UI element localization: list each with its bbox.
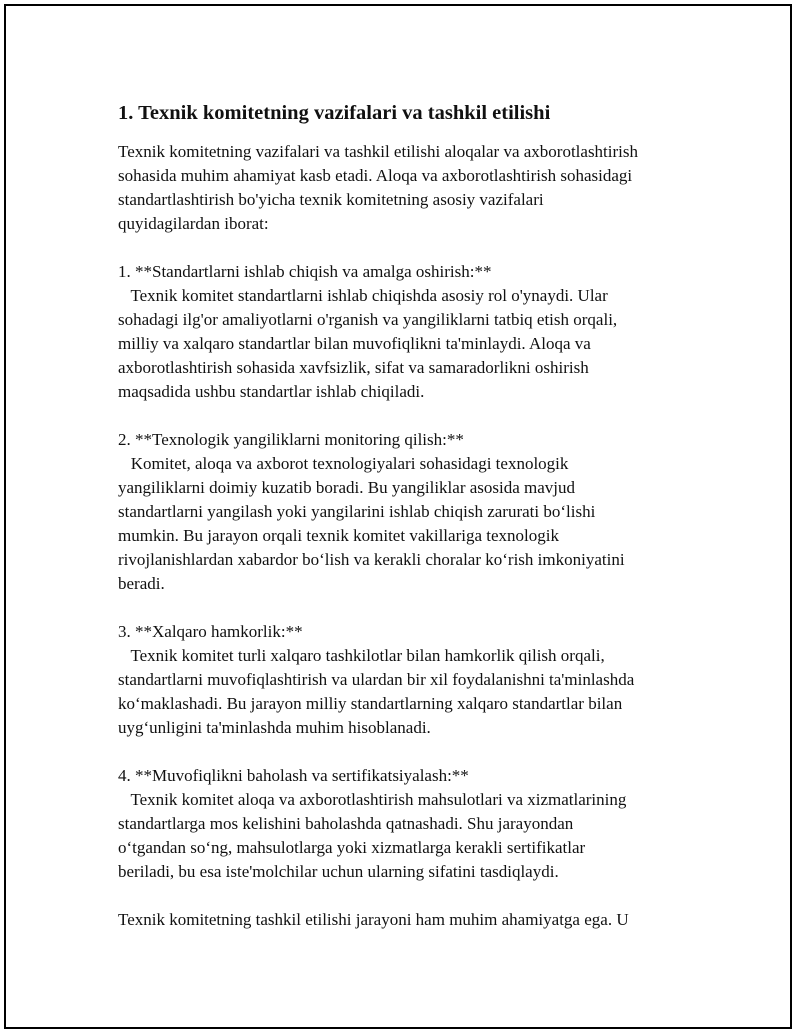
document-body [118,100,698,956]
list-item-title: 4. **Muvofiqlikni baholash va sertifikatsiyalash:** [118,766,469,785]
text-line: Komitet, aloqa va axborot texnologiyalari sohasidagi texnologik [118,454,569,473]
text-line: milliy va xalqaro standartlar bilan muvofiqlikni ta'minlaydi. Aloqa va [118,334,591,353]
list-item-monitoring [118,428,698,596]
list-item-standards [118,260,698,404]
page-frame [4,4,792,1029]
text-line: Texnik komitetning vazifalari va tashkil etilishi aloqalar va axborotlashtirish [118,142,639,161]
text-line: ko‘maklashadi. Bu jarayon milliy standartlarning xalqaro standartlar bilan [118,694,623,713]
text-line: o‘tgandan so‘ng, mahsulotlarga yoki xizmatlarga kerakli sertifikatlar [118,838,586,857]
text-line: Texnik komitet turli xalqaro tashkilotlar bilan hamkorlik qilish orqali, [118,646,605,665]
list-item-certification [118,764,698,884]
text-line: standartlashtirish bo'yicha texnik komitetning asosiy vazifalari [118,190,544,209]
text-line: mumkin. Bu jarayon orqali texnik komitet vakillariga texnologik [118,526,559,545]
text-line: maqsadida ushbu standartlar ishlab chiqiladi. [118,382,425,401]
text-line: axborotlashtirish sohasida xavfsizlik, sifat va samaradorlikni oshirish [118,358,589,377]
text-line: sohasida muhim ahamiyat kasb etadi. Aloqa va axborotlashtirish sohasidagi [118,166,633,185]
text-line: uyg‘unligini ta'minlashda muhim hisoblanadi. [118,718,431,737]
text-line: yangiliklarni doimiy kuzatib boradi. Bu yangiliklar asosida mavjud [118,478,576,497]
list-item-cooperation [118,620,698,740]
text-line: sohadagi ilg'or amaliyotlarni o'rganish va yangiliklarni tatbiq etish orqali, [118,310,618,329]
list-item-title: 2. **Texnologik yangiliklarni monitoring qilish:** [118,430,464,449]
text-line: beradi. [118,574,165,593]
text-line: standartlarga mos kelishini baholashda qatnashadi. Shu jarayondan [118,814,574,833]
text-line: beriladi, bu esa iste'molchilar uchun ularning sifatini tasdiqlaydi. [118,862,559,881]
list-item-title: 1. **Standartlarni ishlab chiqish va amalga oshirish:** [118,262,492,281]
list-item-title: 3. **Xalqaro hamkorlik:** [118,622,303,641]
intro-paragraph [118,140,698,236]
text-line: Texnik komitet standartlarni ishlab chiqishda asosiy rol o'ynaydi. Ular [118,286,608,305]
text-line: standartlarni muvofiqlashtirish va ulardan bir xil foydalanishni ta'minlashda [118,670,635,689]
text-line: Texnik komitetning tashkil etilishi jarayoni ham muhim ahamiyatga ega. U [118,910,629,929]
text-line: Texnik komitet aloqa va axborotlashtirish mahsulotlari va xizmatlarining [118,790,627,809]
section-heading: 1. Texnik komitetning vazifalari va tashkil etilishi [118,102,551,124]
text-line: quyidagilardan iborat: [118,214,269,233]
text-line: standartlarni yangilash yoki yangilarini ishlab chiqish zarurati bo‘lishi [118,502,596,521]
text-line: rivojlanishlardan xabardor bo‘lish va kerakli choralar ko‘rish imkoniyatini [118,550,625,569]
closing-paragraph [118,908,698,932]
